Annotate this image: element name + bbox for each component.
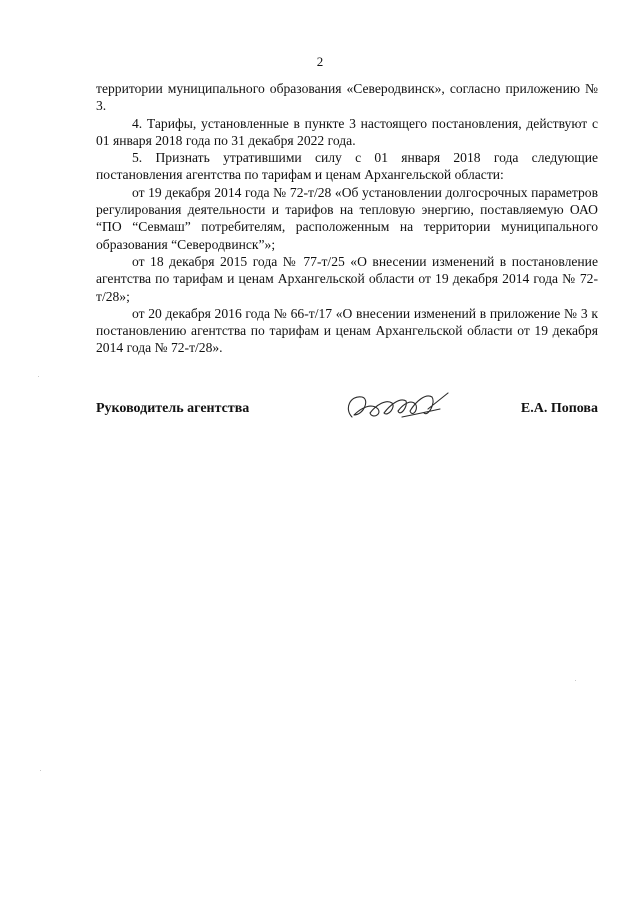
paragraph-continuation: территории муниципального образования «Северодвинск», согласно приложению № 3. bbox=[96, 81, 598, 114]
scan-speck bbox=[575, 680, 576, 681]
signature-block bbox=[96, 393, 598, 433]
handwritten-signature bbox=[342, 387, 458, 427]
repealed-act-2: от 18 декабря 2015 года № 77-т/25 «О внесении изменений в постановление агентства по тарифам и ценам Архангельской области от 19 декабря 2014 года № 72-т/28»; bbox=[96, 253, 598, 304]
scan-speck bbox=[38, 376, 39, 377]
repealed-act-3: от 20 декабря 2016 года № 66-т/17 «О внесении изменений в приложение № 3 к постановлению агентства по тарифам и ценам Архангельской области от 19 декабря 2014 года № 72-т/28». bbox=[96, 305, 598, 356]
page-number: 2 bbox=[316, 54, 324, 69]
signer-role: Руководитель агентства bbox=[96, 401, 250, 416]
signer-name: Е.А. Попова bbox=[520, 401, 598, 416]
scan-speck bbox=[40, 770, 41, 771]
paragraph-item-4: 4. Тарифы, установленные в пункте 3 настоящего постановления, действуют с 01 января 2018 года по 31 декабря 2022 года. bbox=[96, 115, 598, 148]
document-body bbox=[96, 80, 598, 357]
paragraph-item-5: 5. Признать утратившими силу с 01 января 2018 года следующие постановления агентства по тарифам и ценам Архангельской области: bbox=[96, 150, 598, 183]
repealed-act-1: от 19 декабря 2014 года № 72-т/28 «Об установлении долгосрочных параметров регулирования деятельности и тарифов на тепловую энергию, поставляемую ОАО “ПО “Севмаш” потребителям, расположенным на территории муниципального образования “Северодвинск”»; bbox=[96, 184, 598, 252]
